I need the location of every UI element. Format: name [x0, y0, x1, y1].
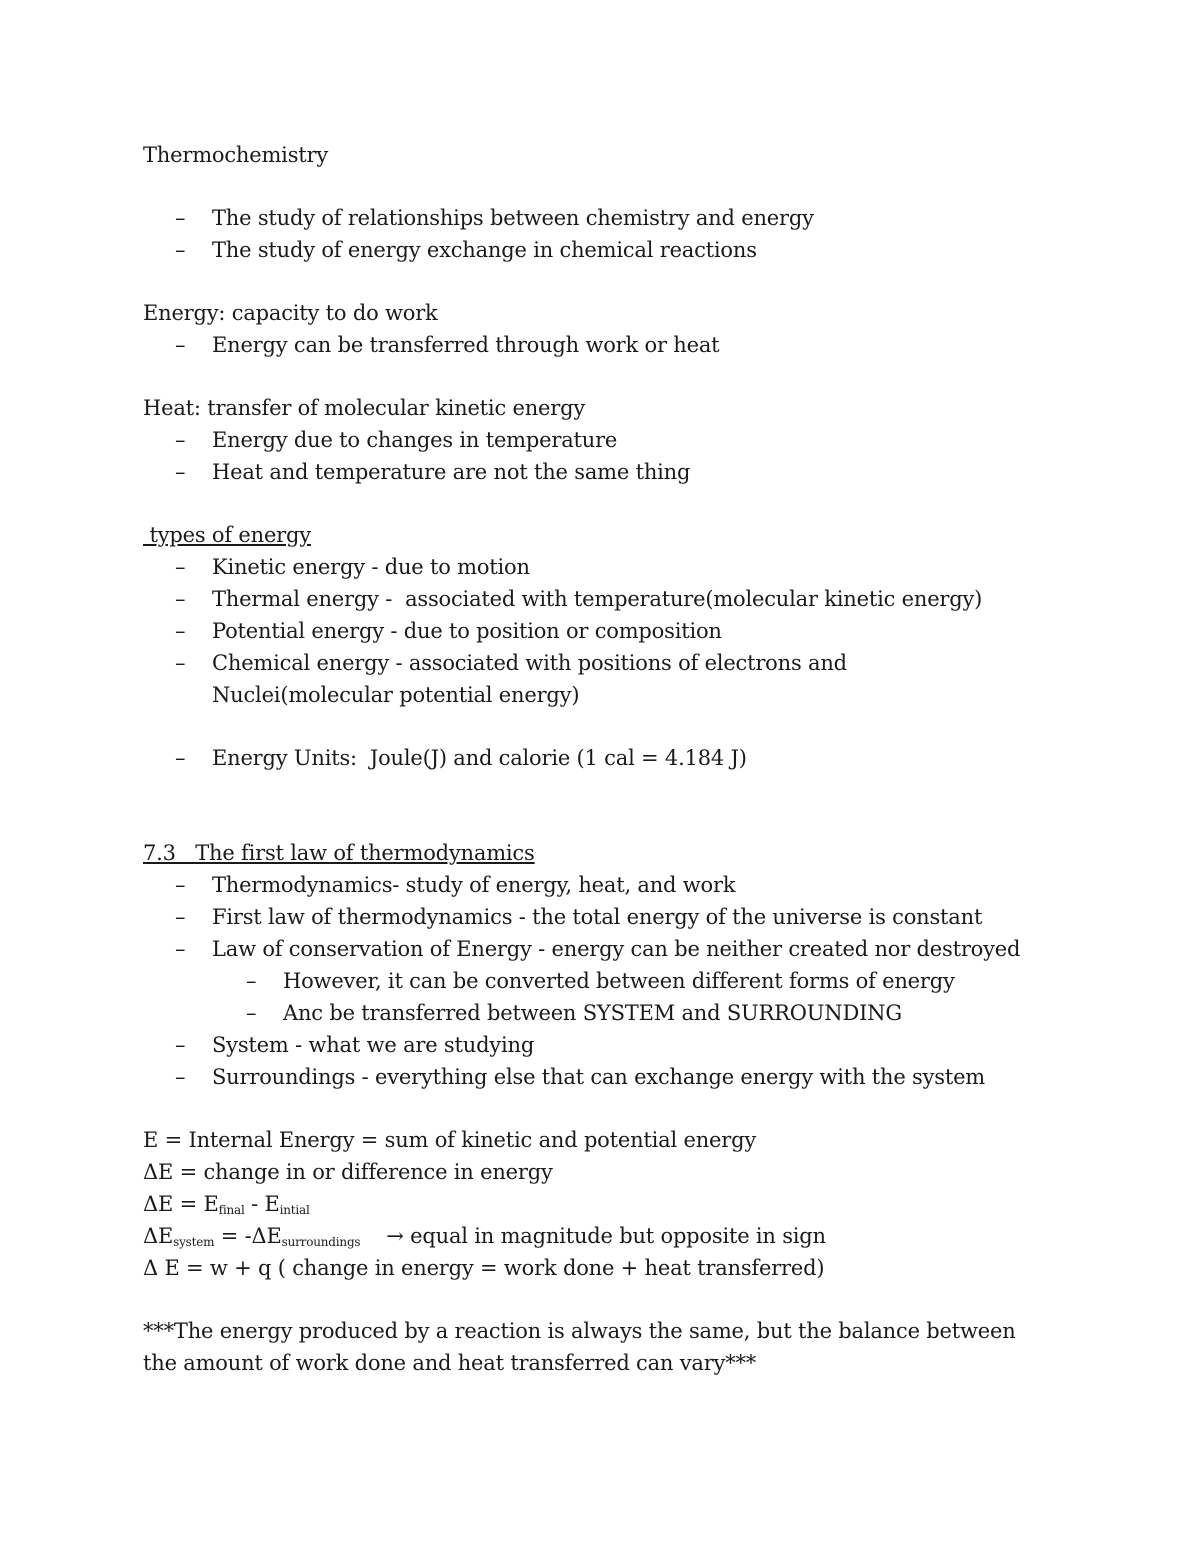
sub-list-item: – However, it can be converted between different forms of energy	[246, 969, 955, 993]
delta-e-equation: $\Delta E = E_{final} - E_{intial}$	[143, 1192, 310, 1217]
energy-heading: Energy: capacity to do work	[143, 301, 438, 325]
list-item: – System - what we are studying	[175, 1033, 535, 1057]
list-item: – Surroundings - everything else that can exchange energy with the system	[175, 1065, 986, 1089]
list-item-energy-units: – Energy Units: Joule(J) and calorie (1 cal = 4.184 J)	[175, 746, 747, 770]
list-item: – Energy due to changes in temperature	[175, 428, 618, 452]
list-item: – The study of energy exchange in chemical reactions	[175, 238, 757, 262]
list-item: – Law of conservation of Energy - energy can be neither created nor destroyed	[175, 937, 1021, 961]
heat-heading: Heat: transfer of molecular kinetic energy	[143, 396, 586, 420]
list-item: – Heat and temperature are not the same thing	[175, 460, 691, 484]
list-item: – Chemical energy - associated with positions of electrons and Nuclei(molecular potential energy)	[175, 651, 847, 707]
list-item: – Kinetic energy - due to motion	[175, 555, 530, 579]
internal-energy-definition: E = Internal Energy = sum of kinetic and potential energy	[143, 1128, 757, 1152]
list-item: – Energy can be transferred through work or heat	[175, 333, 720, 357]
list-item: – Potential energy - due to position or composition	[175, 619, 722, 643]
sub-list-item: – Anc be transferred between SYSTEM and SURROUNDING	[246, 1001, 902, 1025]
list-item: – Thermal energy - associated with temperature(molecular kinetic energy)	[175, 587, 983, 611]
delta-e-definition: ΔE = change in or difference in energy	[143, 1160, 553, 1184]
list-item: – Thermodynamics- study of energy, heat, and work	[175, 873, 736, 897]
system-surroundings-equation: $\Delta E_{system} = -\Delta E_{surroundings}$ → equal in magnitude but opposite in sign	[143, 1224, 826, 1249]
first-law-heading: 7.3 The first law of thermodynamics	[143, 841, 535, 865]
document-title: Thermochemistry	[143, 143, 329, 167]
energy-note: ***The energy produced by a reaction is always the same, but the balance between the amount of work done and heat transferred can vary***	[143, 1319, 1016, 1375]
types-heading: types of energy	[143, 523, 311, 547]
list-item: – The study of relationships between chemistry and energy	[175, 206, 814, 230]
document-page	[143, 139, 1043, 1379]
list-item: – First law of thermodynamics - the total energy of the universe is constant	[175, 905, 983, 929]
work-heat-equation: Δ E = w + q ( change in energy = work done + heat transferred)	[143, 1256, 825, 1280]
